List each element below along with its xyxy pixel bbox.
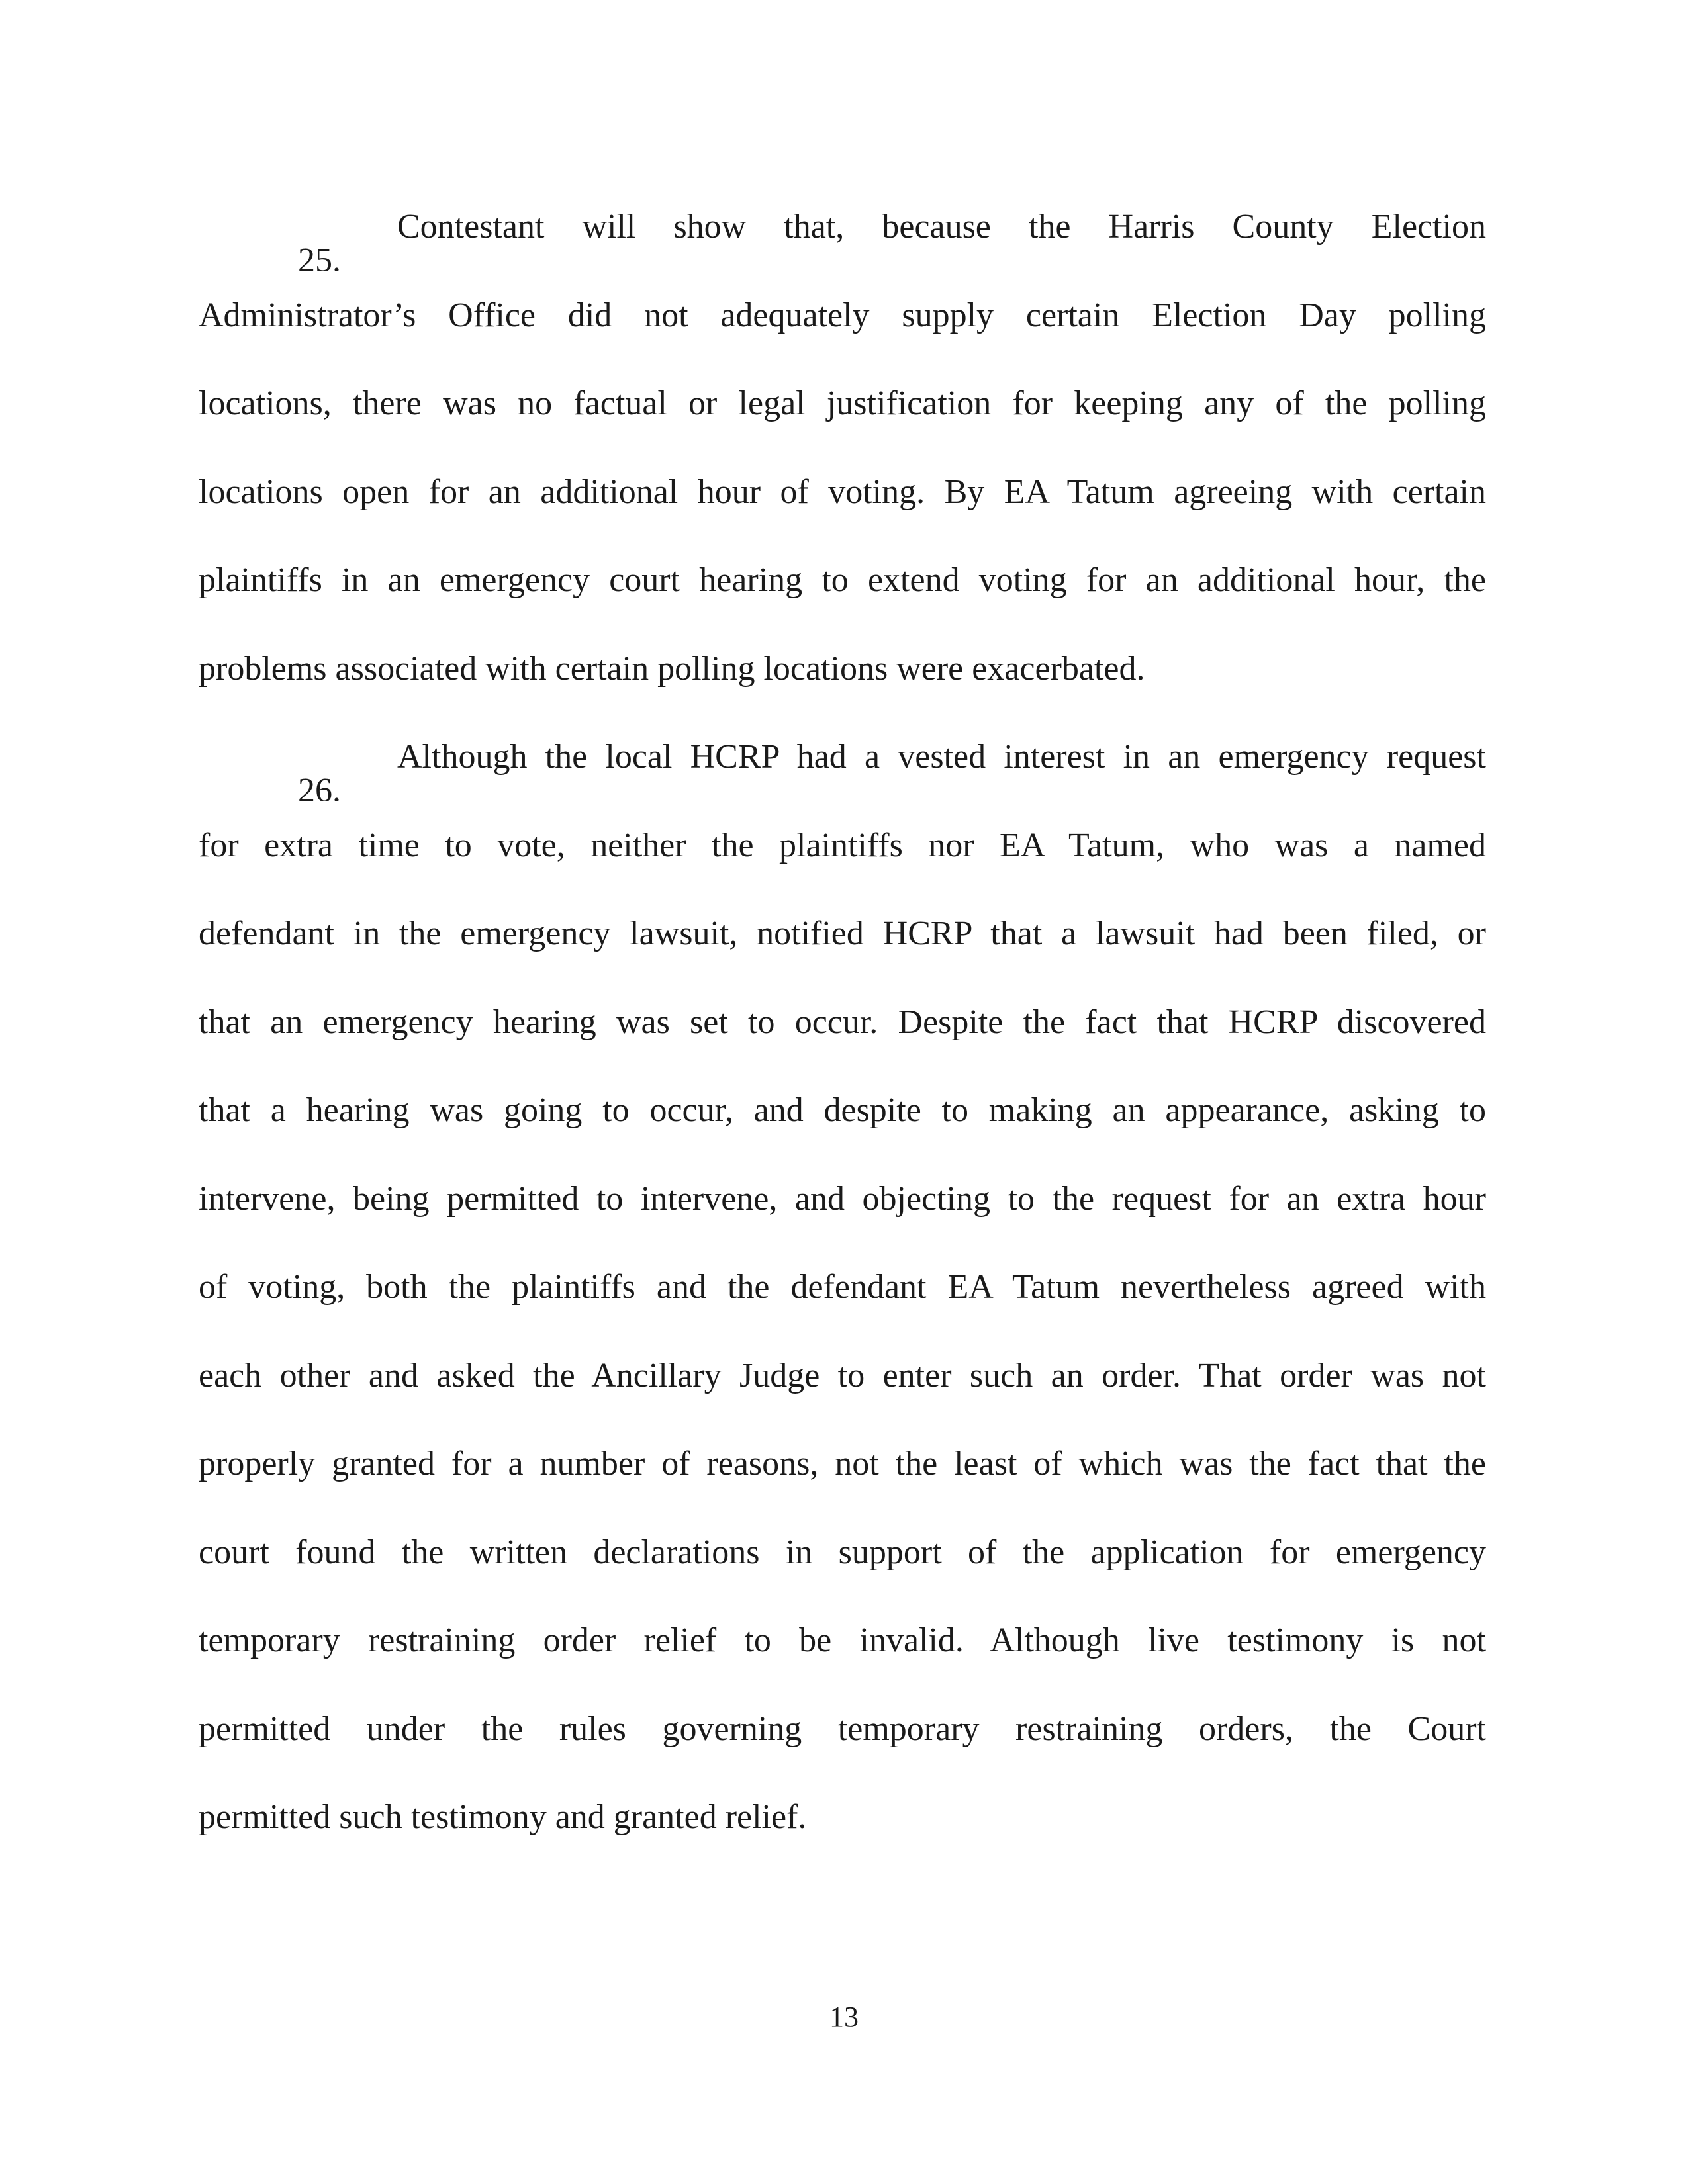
paragraph-line: for extra time to vote, neither the plaintiffs nor EA Tatum, who was a named <box>199 826 1486 864</box>
paragraph-number: 25. <box>298 241 341 271</box>
paragraph-line: temporary restraining order relief to be invalid. Although live testimony is not <box>199 1621 1486 1659</box>
paragraph-text: Contestant will show that, because the Harris County Election <box>397 208 1486 246</box>
paragraph-25 <box>199 183 1486 713</box>
paragraph-line: court found the written declarations in support of the application for emergency <box>199 1533 1486 1571</box>
paragraph-line: Administrator’s Office did not adequately supply certain Election Day polling <box>199 296 1486 334</box>
paragraph-line: permitted under the rules governing temporary restraining orders, the Court <box>199 1709 1486 1748</box>
paragraph-line: locations, there was no factual or legal justification for keeping any of the polling <box>199 385 1486 422</box>
paragraph-26 <box>199 713 1486 1862</box>
paragraph-text: Although the local HCRP had a vested interest in an emergency request <box>397 738 1486 776</box>
paragraph-line: each other and asked the Ancillary Judge to enter such an order. That order was not <box>199 1356 1486 1394</box>
paragraph-line: plaintiffs in an emergency court hearing to extend voting for an additional hour, the <box>199 561 1486 599</box>
paragraph-line: that a hearing was going to occur, and despite to making an appearance, asking to <box>199 1091 1486 1129</box>
paragraph-first-line <box>199 713 1486 801</box>
paragraph-last-line: permitted such testimony and granted relief. <box>199 1798 807 1836</box>
paragraph-line: properly granted for a number of reasons, not the least of which was the fact that the <box>199 1445 1486 1482</box>
paragraph-first-line <box>199 183 1486 271</box>
paragraph-line: locations open for an additional hour of voting. By EA Tatum agreeing with certain <box>199 473 1486 511</box>
paragraph-line: of voting, both the plaintiffs and the defendant EA Tatum nevertheless agreed with <box>199 1268 1486 1306</box>
paragraph-line: defendant in the emergency lawsuit, notified HCRP that a lawsuit had been filed, or <box>199 915 1486 952</box>
paragraph-line: intervene, being permitted to intervene, and objecting to the request for an extra hour <box>199 1179 1486 1218</box>
paragraph-last-line: problems associated with certain polling locations were exacerbated. <box>199 649 1145 688</box>
page-number: 13 <box>829 2001 859 2033</box>
paragraph-number: 26. <box>298 771 341 801</box>
paragraph-line: that an emergency hearing was set to occur. Despite the fact that HCRP discovered <box>199 1003 1486 1041</box>
document-body <box>199 183 1486 1862</box>
